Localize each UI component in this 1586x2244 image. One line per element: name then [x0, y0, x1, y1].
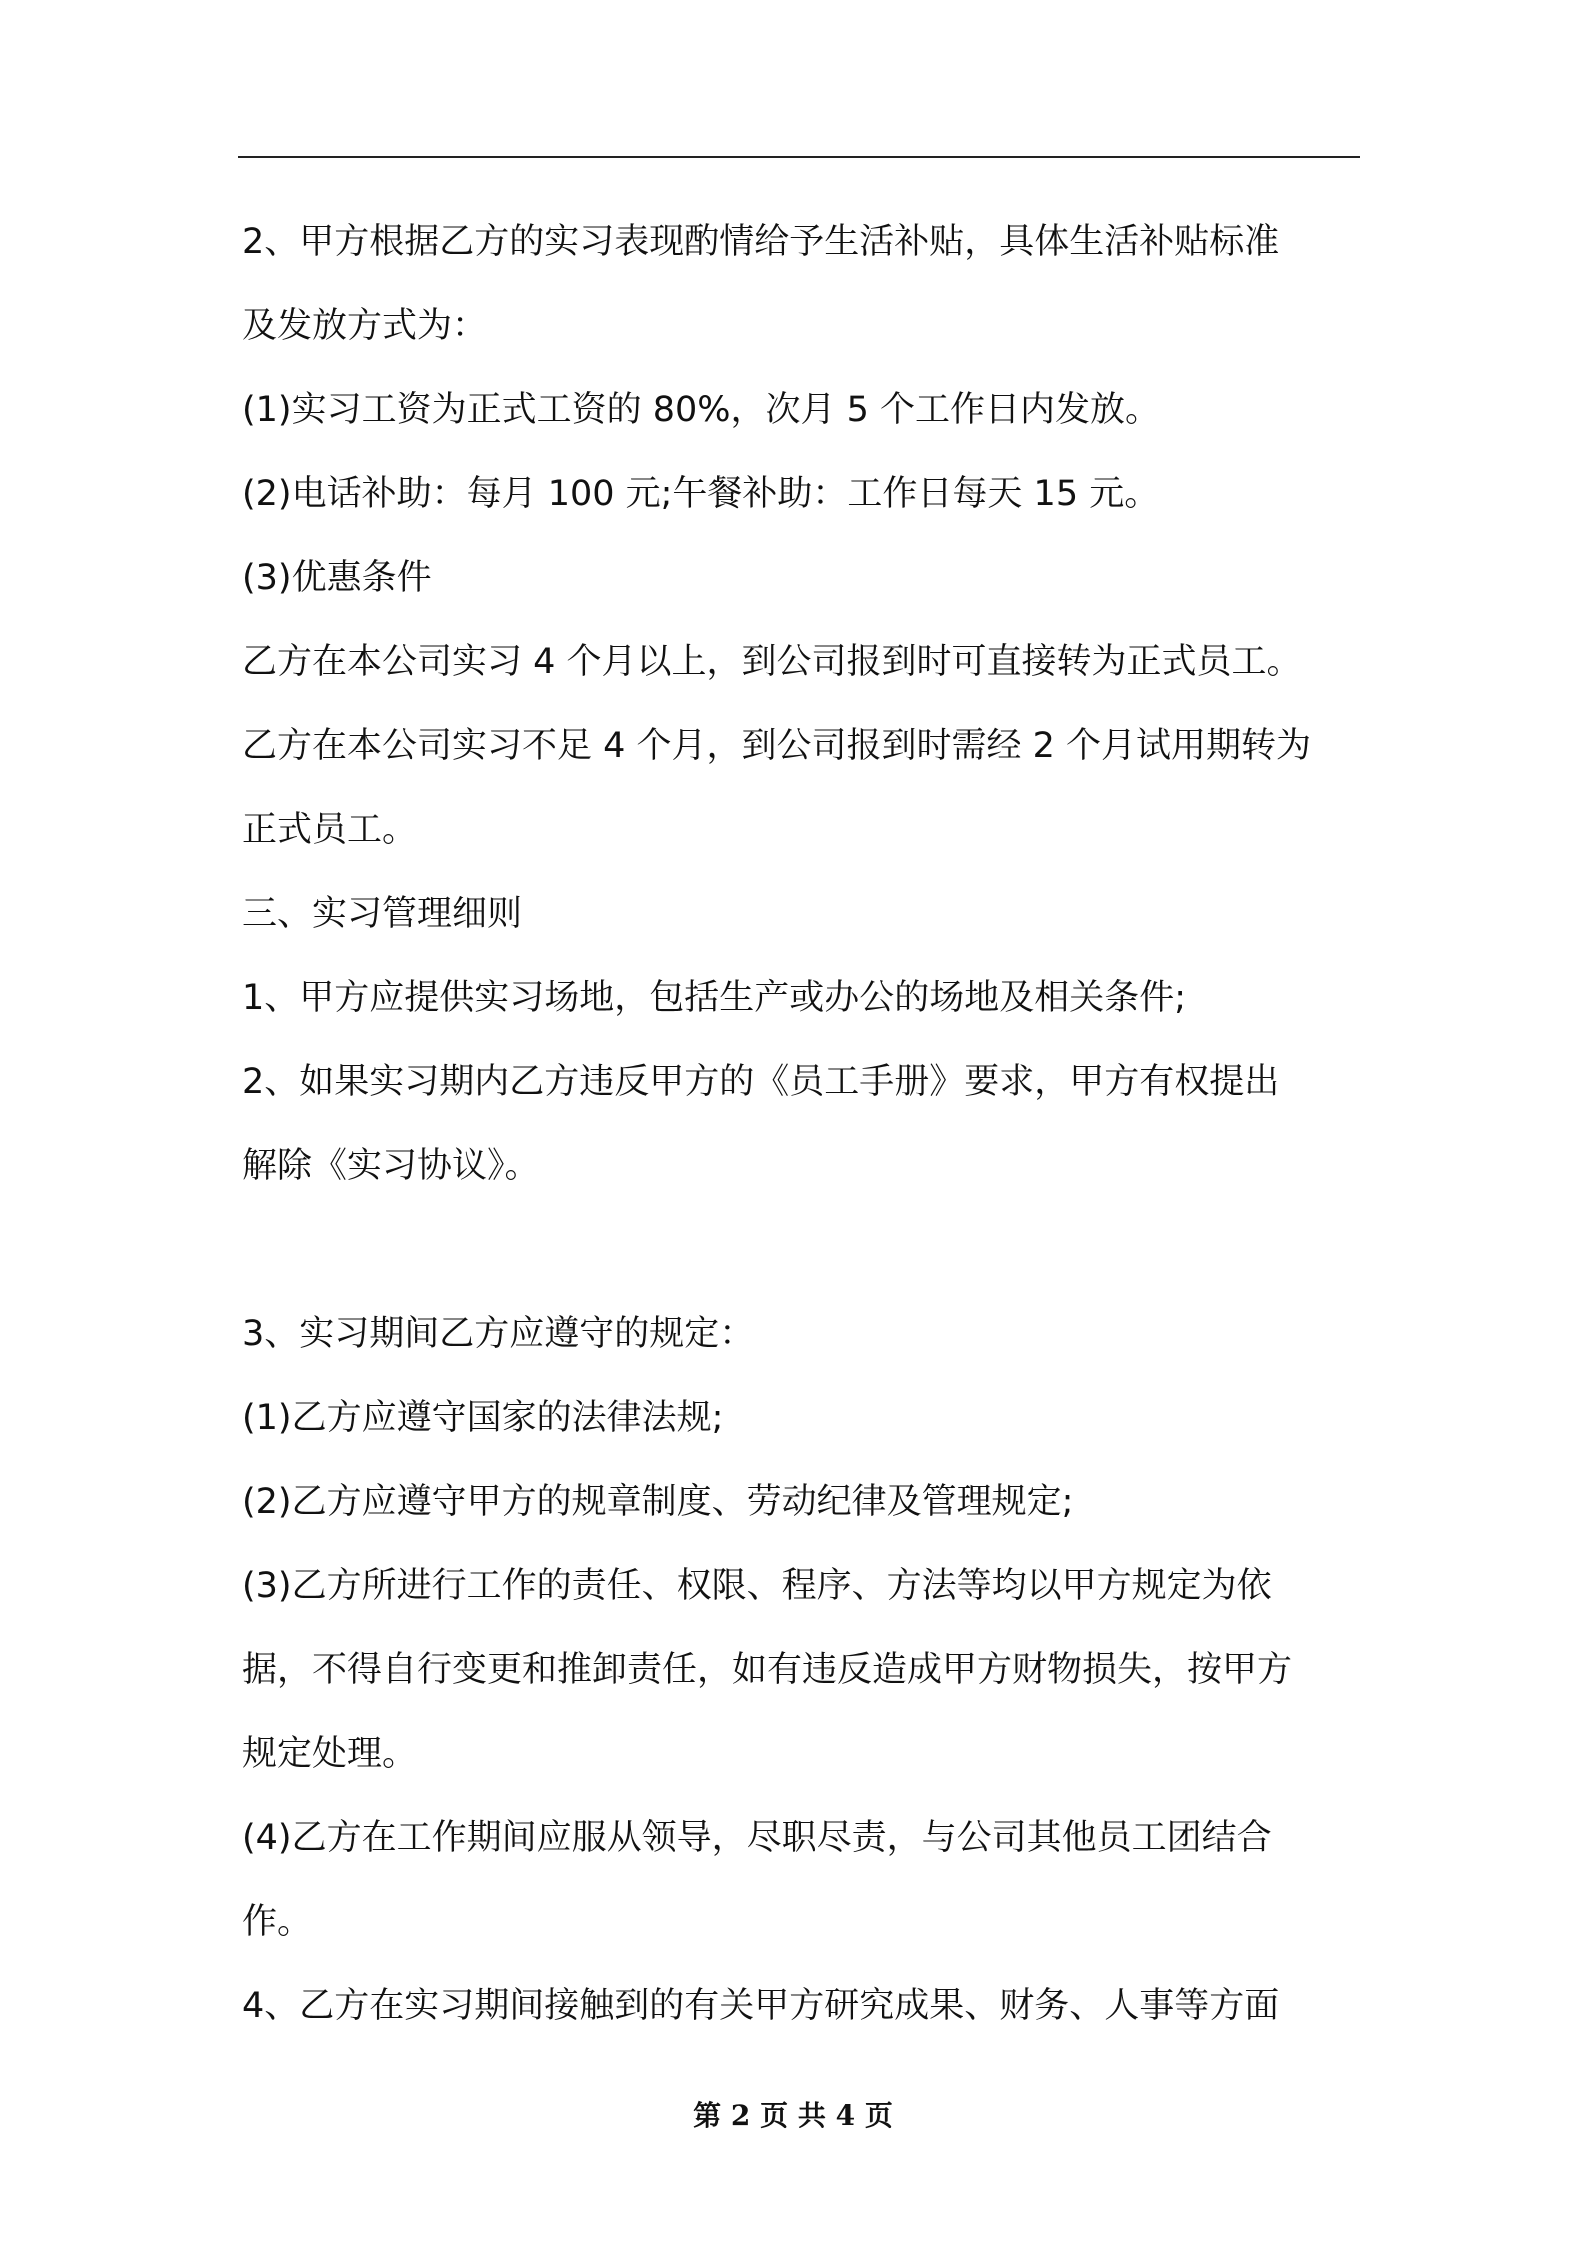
- paragraph-line: 作。: [242, 1902, 313, 1942]
- paragraph-line: 2、如果实习期内乙方违反甲方的《员工手册》要求，甲方有权提出: [242, 1062, 1280, 1102]
- paragraph-line: (3)乙方所进行工作的责任、权限、程序、方法等均以甲方规定为依: [242, 1566, 1272, 1606]
- header-rule: [238, 156, 1360, 158]
- paragraph-line: 3、实习期间乙方应遵守的规定：: [242, 1314, 755, 1354]
- paragraph-line: 2、甲方根据乙方的实习表现酌情给予生活补贴，具体生活补贴标准: [242, 222, 1280, 262]
- blank-line: [242, 1208, 1360, 1292]
- paragraph-line: 乙方在本公司实习 4 个月以上，到公司报到时可直接转为正式员工。: [242, 642, 1302, 682]
- paragraph-line: (3)优惠条件: [242, 558, 432, 598]
- paragraph-line: 及发放方式为：: [242, 306, 488, 346]
- paragraph-line: (1)乙方应遵守国家的法律法规;: [242, 1398, 724, 1438]
- section-heading: 三、实习管理细则: [242, 894, 523, 934]
- paragraph-line: 规定处理。: [242, 1734, 418, 1774]
- paragraph-line: (2)乙方应遵守甲方的规章制度、劳动纪律及管理规定;: [242, 1482, 1074, 1522]
- paragraph-line: 1、甲方应提供实习场地，包括生产或办公的场地及相关条件;: [242, 978, 1187, 1018]
- paragraph-line: 解除《实习协议》。: [242, 1146, 540, 1186]
- paragraph-line: 正式员工。: [242, 810, 418, 850]
- paragraph-line: (4)乙方在工作期间应服从领导，尽职尽责，与公司其他员工团结合: [242, 1818, 1272, 1858]
- paragraph-line: 乙方在本公司实习不足 4 个月，到公司报到时需经 2 个月试用期转为: [242, 726, 1312, 766]
- paragraph-line: 据，不得自行变更和推卸责任，如有违反造成甲方财物损失，按甲方: [242, 1650, 1293, 1690]
- paragraph-line: (1)实习工资为正式工资的 80%，次月 5 个工作日内发放。: [242, 390, 1161, 430]
- paragraph-line: 4、乙方在实习期间接触到的有关甲方研究成果、财务、人事等方面: [242, 1986, 1280, 2026]
- paragraph-line: (2)电话补助：每月 100 元;午餐补助：工作日每天 15 元。: [242, 474, 1160, 514]
- page-number-footer: 第 2 页 共 4 页: [693, 2099, 893, 2132]
- document-body: [242, 200, 1360, 2048]
